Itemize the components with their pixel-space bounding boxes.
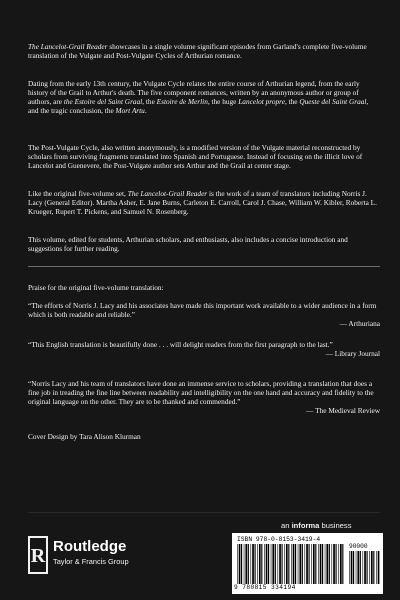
informa-tagline <box>281 521 352 530</box>
translators-text-1: Like the original five-volume set, <box>28 189 128 198</box>
review-quote <box>28 340 380 358</box>
svg-text:R: R <box>30 545 46 567</box>
review-quote <box>28 301 380 328</box>
isbn-text: ISBN 978-0-8153-3419-4 <box>237 536 321 543</box>
informa-prefix: an <box>281 521 292 530</box>
vulgate-title-4: Queste del Saint Graal <box>299 97 367 107</box>
informa-suffix: business <box>319 521 352 530</box>
section-divider <box>28 266 380 267</box>
ean-digits-text: 9 780815 334194 <box>234 584 296 591</box>
review-quote-text: “Norris Lacy and his team of translators have done an immense service to scholars, providing a translation that does a fine job in treading the fine line between readability and intelligibility on the one hand and accuracy and fidelity to the original language on the other. They are to be thanked and commended.” <box>28 379 374 407</box>
volume-text: This volume, edited for students, Arthurian scholars, and enthusiasts, also includes a concise introduction and suggestions for further reading. <box>28 235 348 254</box>
translators-paragraph <box>28 189 380 216</box>
routledge-r-icon <box>28 536 48 574</box>
cover-design-text: Cover Design by Tara Alison Klurman <box>28 432 141 441</box>
vulgate-text-2: , the <box>142 97 157 107</box>
informa-brand: informa <box>291 521 320 530</box>
cover-design-credit <box>28 432 380 441</box>
vulgate-title-1: the Estoire del Saint Graal <box>63 97 143 107</box>
publisher-group: Taylor & Francis Group <box>53 557 129 566</box>
translators-book-title: The Lancelot-Grail Reader <box>127 189 208 198</box>
book-title: The Lancelot-Grail Reader <box>28 42 108 51</box>
publisher-logo <box>28 536 178 576</box>
addon-bars-icon <box>348 551 380 584</box>
intro-text: showcases in a single volume significant episodes from Garland's complete five-volume translation of the Vulgate and Post-Vulgate Cycles of Arthurian romance. <box>28 42 367 61</box>
postvulgate-text: The Post-Vulgate Cycle, also written anonymously, is a modified version of the Vulgate material reconstructed by scholars from surviving fragments translated into Spanish and Portuguese. Instead of focusing on the illicit love of Lancelot and Guenevere, the Post-Vulgate author sets Arthur and the Grail at center stage. <box>28 143 363 171</box>
isbn-barcode <box>232 533 383 594</box>
vulgate-title-2: Estoire de Merlin <box>156 97 208 107</box>
vulgate-text-4: , the <box>284 97 300 107</box>
vulgate-text-3: , the huge <box>207 97 239 107</box>
praise-heading <box>28 283 380 292</box>
vulgate-text-6: . <box>144 106 147 116</box>
praise-heading-text: Praise for the original five-volume translation: <box>28 283 164 292</box>
review-source: — Library Journal <box>325 349 380 359</box>
price-addon-text: 90000 <box>349 543 368 550</box>
vulgate-text-1: Dating from the early 13th century, the Vulgate Cycle relates the entire course of Arthurian legend, from the early history of the Grail to Arthur's death. The five component romances, written by an anonymous author or group of authors, are <box>28 79 360 107</box>
volume-paragraph <box>28 235 380 253</box>
bottom-divider <box>28 512 380 513</box>
intro-paragraph <box>28 42 380 60</box>
publisher-name: Routledge <box>53 538 127 555</box>
review-source: — The Medieval Review <box>306 406 380 416</box>
postvulgate-paragraph <box>28 143 380 170</box>
vulgate-title-5: Mort Artu <box>115 106 145 116</box>
review-quote <box>28 379 380 415</box>
review-source: — Arthuriana <box>339 319 380 329</box>
vulgate-paragraph <box>28 79 380 115</box>
ean-bars-icon <box>236 544 344 584</box>
review-quote-text: “This English translation is beautifully done . . . will delight readers from the first paragraph to the last.” <box>28 340 333 349</box>
vulgate-text-5: , and the tragic conclusion, the <box>28 97 369 116</box>
vulgate-title-3: Lancelot propre <box>238 97 285 107</box>
translators-text-2: is the work of a team of translators including Norris J. Lacy (General Editor). Martha Asher, E. Jane Burns, Carleton E. Carroll, Carol J. Chase, William W. Kibler, Roberta L. Krueger, Rupert T. Pickens, and Samuel N. Rosenberg. <box>28 189 377 217</box>
review-quote-text: “The efforts of Norris J. Lacy and his associates have made this important work available to a wider audience in a form which is both readable and reliable.” <box>28 301 377 320</box>
